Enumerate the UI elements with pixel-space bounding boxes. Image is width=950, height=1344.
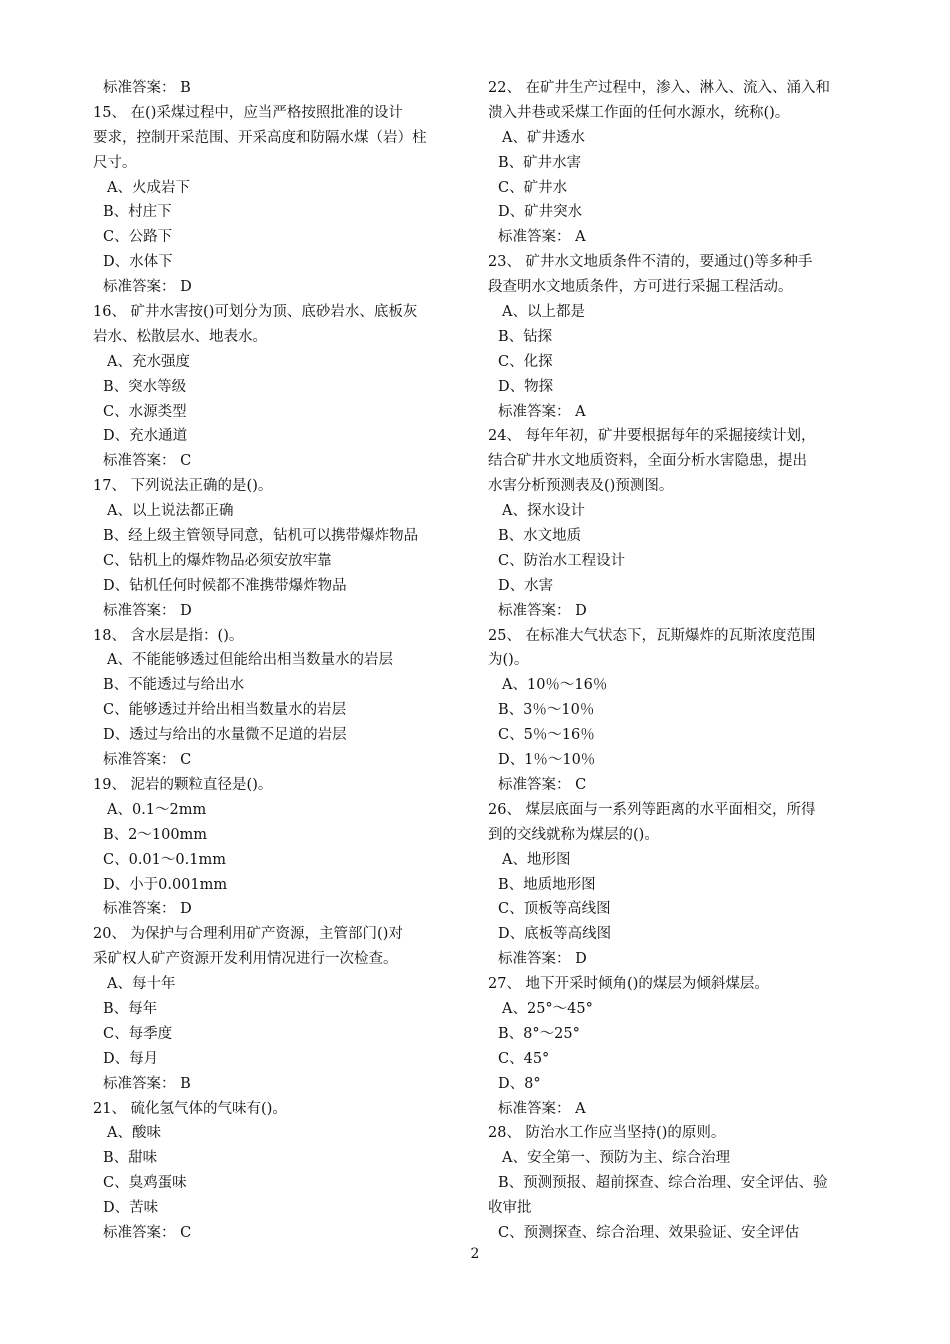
standard-answer: 标准答案： C	[103, 453, 192, 470]
answer-option: A、不能能够透过但能给出相当数量水的岩层	[107, 652, 393, 669]
answer-option: D、物探	[498, 378, 554, 395]
question-text-line: 岩水、松散层水、地表水。	[93, 328, 267, 345]
question-text-line: 18、 含水层是指：()。	[93, 627, 244, 644]
question-text-line: 26、 煤层底面与一系列等距离的水平面相交，所得	[488, 801, 816, 818]
standard-answer: 标准答案： D	[498, 951, 587, 968]
answer-option: C、矿井水	[498, 179, 568, 196]
question-text-line: 尺寸。	[93, 154, 137, 171]
answer-option: C、水源类型	[103, 403, 187, 420]
answer-option: B、经上级主管领导同意，钻机可以携带爆炸物品	[103, 528, 419, 545]
question-text-line: 水害分析预测表及()预测图。	[488, 478, 674, 495]
answer-option: C、0.01～0.1mm	[103, 851, 226, 868]
answer-option: D、苦味	[103, 1200, 159, 1217]
question-text-line: 28、 防治水工作应当坚持()的原则。	[488, 1125, 726, 1142]
question-text-line: 16、 矿井水害按()可划分为顶、底砂岩水、底板灰	[93, 304, 418, 321]
standard-answer: 标准答案： A	[498, 229, 586, 246]
question-text-line: 21、 硫化氢气体的气味有()。	[93, 1100, 287, 1117]
question-text-line: 27、 地下开采时倾角()的煤层为倾斜煤层。	[488, 976, 769, 993]
answer-option: A、火成岩下	[107, 179, 190, 196]
standard-answer: 标准答案： D	[103, 901, 192, 918]
answer-option: C、45°	[498, 1050, 550, 1067]
question-text-line: 溃入井巷或采煤工作面的任何水源水，统称()。	[488, 104, 790, 121]
answer-option: A、10％～16％	[502, 677, 608, 694]
answer-option: D、每月	[103, 1050, 159, 1067]
right-column	[488, 76, 860, 1246]
answer-option: C、预测探查、综合治理、效果验证、安全评估	[498, 1224, 800, 1241]
question-text-line: 22、 在矿井生产过程中，渗入、淋入、流入、涌入和	[488, 80, 831, 96]
question-text-line: 19、 泥岩的颗粒直径是()。	[93, 776, 273, 793]
standard-answer: 标准答案： B	[103, 1075, 191, 1092]
question-text-line: 为()。	[488, 652, 529, 669]
answer-option: A、探水设计	[502, 503, 585, 520]
answer-option: A、25°～45°	[502, 1000, 593, 1017]
question-text-line: 25、 在标准大气状态下，瓦斯爆炸的瓦斯浓度范围	[488, 627, 816, 644]
answer-option: D、水体下	[103, 254, 173, 271]
answer-option: B、预测预报、超前探查、综合治理、安全评估、验	[498, 1175, 828, 1192]
standard-answer: 标准答案： B	[103, 80, 191, 96]
answer-option: D、小于0.001mm	[103, 876, 228, 893]
question-text-line: 结合矿井水文地质资料，全面分析水害隐患，提出	[488, 453, 807, 470]
answer-option: A、安全第一、预防为主、综合治理	[502, 1150, 730, 1167]
answer-option: B、3％～10％	[498, 702, 595, 719]
answer-option: A、以上说法都正确	[107, 503, 234, 520]
answer-option: D、水害	[498, 577, 554, 594]
standard-answer: 标准答案： A	[498, 403, 586, 420]
standard-answer: 标准答案： A	[498, 1100, 586, 1117]
answer-option: B、每年	[103, 1000, 158, 1017]
answer-option: D、矿井突水	[498, 204, 583, 221]
answer-option: C、顶板等高线图	[498, 901, 611, 918]
question-text-line: 20、 为保护与合理利用矿产资源，主管部门()对	[93, 926, 403, 943]
question-text-line: 24、 每年年初，矿井要根据每年的采掘接续计划，	[488, 428, 816, 445]
question-text-line: 15、 在()采煤过程中，应当严格按照批准的设计	[93, 104, 403, 121]
answer-option: D、8°	[498, 1075, 541, 1092]
answer-option: D、1％～10％	[498, 752, 596, 769]
standard-answer: 标准答案： D	[103, 602, 192, 619]
question-text-line: 到的交线就称为煤层的()。	[488, 826, 659, 843]
question-text-line: 收审批	[488, 1200, 532, 1217]
standard-answer: 标准答案： C	[498, 776, 587, 793]
answer-option: B、甜味	[103, 1150, 158, 1167]
answer-option: C、防治水工程设计	[498, 552, 626, 569]
answer-option: A、地形图	[502, 851, 571, 868]
answer-option: B、村庄下	[103, 204, 172, 221]
answer-option: B、2～100mm	[103, 826, 208, 843]
answer-option: A、以上都是	[502, 304, 585, 321]
answer-option: C、公路下	[103, 229, 173, 246]
standard-answer: 标准答案： C	[103, 752, 192, 769]
answer-option: B、地质地形图	[498, 876, 596, 893]
answer-option: C、每季度	[103, 1025, 173, 1042]
left-column	[93, 76, 465, 1246]
answer-option: B、矿井水害	[498, 154, 582, 171]
answer-option: C、臭鸡蛋味	[103, 1175, 187, 1192]
answer-option: C、化探	[498, 353, 553, 370]
standard-answer: 标准答案： D	[498, 602, 587, 619]
answer-option: C、5％～16％	[498, 727, 595, 744]
standard-answer: 标准答案： C	[103, 1224, 192, 1241]
answer-option: A、0.1～2mm	[107, 801, 207, 818]
answer-option: A、酸味	[107, 1125, 161, 1142]
answer-option: A、充水强度	[107, 353, 190, 370]
answer-option: A、每十年	[107, 976, 176, 993]
question-text-line: 23、 矿井水文地质条件不清的，要通过()等多种手	[488, 254, 813, 271]
answer-option: D、透过与给出的水量微不足道的岩层	[103, 727, 347, 744]
answer-option: B、钻探	[498, 328, 553, 345]
answer-option: D、底板等高线图	[498, 926, 612, 943]
answer-option: B、8°～25°	[498, 1025, 580, 1042]
answer-option: B、突水等级	[103, 378, 187, 395]
answer-option: C、能够透过并给出相当数量水的岩层	[103, 702, 347, 719]
answer-option: D、钻机任何时候都不准携带爆炸物品	[103, 577, 347, 594]
standard-answer: 标准答案： D	[103, 279, 192, 296]
question-text-line: 段查明水文地质条件，方可进行采掘工程活动。	[488, 279, 793, 296]
answer-option: B、水文地质	[498, 528, 582, 545]
answer-option: D、充水通道	[103, 428, 188, 445]
question-text-line: 17、 下列说法正确的是()。	[93, 478, 273, 495]
question-text-line: 要求，控制开采范围、开采高度和防隔水煤（岩）柱	[93, 129, 427, 146]
answer-option: C、钻机上的爆炸物品必须安放牢靠	[103, 552, 332, 569]
answer-option: B、不能透过与给出水	[103, 677, 245, 694]
answer-option: A、矿井透水	[502, 129, 585, 146]
page-number: 2	[470, 1246, 480, 1262]
question-text-line: 采矿权人矿产资源开发利用情况进行一次检查。	[93, 951, 398, 968]
